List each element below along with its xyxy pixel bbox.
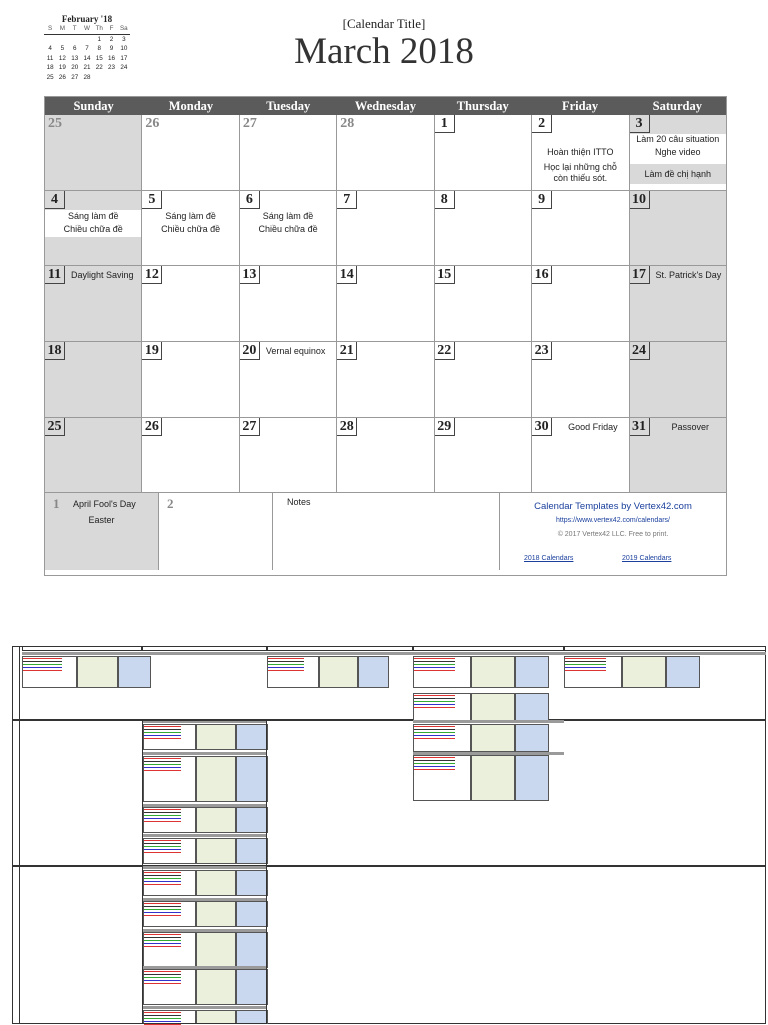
day-number: 10 [630, 191, 650, 209]
day-number: 25 [48, 116, 62, 131]
planner-text-line [414, 698, 455, 699]
day-cell[interactable] [531, 342, 628, 417]
day-number: 2 [532, 115, 552, 133]
day-number: 30 [532, 418, 552, 436]
planner-text-line [565, 661, 606, 662]
planner-box [319, 656, 358, 688]
day-cell[interactable] [629, 342, 726, 417]
planner-column-header [564, 646, 766, 651]
day-cell[interactable] [141, 115, 238, 190]
day-cell[interactable] [239, 191, 336, 266]
note-text: Sáng làm đề [67, 210, 119, 221]
day-cell[interactable] [141, 266, 238, 341]
weekday-wednesday: Wednesday [354, 99, 417, 113]
day-cell[interactable] [239, 342, 336, 417]
planner-text-line [268, 664, 304, 665]
event-label: April Fool's Day [73, 499, 136, 510]
planner-text-line [565, 667, 606, 668]
day-number: 28 [337, 418, 357, 436]
planner-text-line [414, 729, 455, 730]
day-number: 1 [435, 115, 455, 133]
planner-box [471, 724, 515, 752]
planner-text-line [414, 670, 455, 671]
planner-label-column [12, 646, 20, 1024]
planner-text-line [23, 658, 62, 659]
planner-box [471, 755, 515, 801]
event-label: Good Friday [568, 421, 618, 432]
week-row [45, 265, 726, 341]
note-text: Chiều chữa đề [63, 223, 123, 234]
mini-day[interactable]: 19 [58, 64, 66, 72]
week-row [45, 417, 726, 493]
day-cell[interactable] [45, 115, 141, 190]
weekday-tuesday: Tuesday [266, 99, 311, 113]
mini-day[interactable]: 14 [83, 54, 91, 62]
planner-text-line [23, 670, 62, 671]
planner-box [515, 724, 550, 752]
planner-section-middle [12, 720, 766, 866]
day-number: 14 [337, 266, 357, 284]
planner-box [471, 693, 515, 721]
planner-column-outline [142, 720, 267, 1024]
event-label: Passover [671, 421, 710, 432]
note-text: Nghe video [654, 147, 701, 157]
planner-subheader [142, 652, 267, 655]
day-number: 11 [45, 266, 65, 284]
day-number: 26 [145, 116, 160, 131]
day-cell[interactable] [629, 115, 726, 190]
day-number: 26 [142, 418, 162, 436]
mini-day[interactable]: 26 [58, 73, 66, 81]
planner-column-header [413, 646, 564, 651]
weekday-thursday: Thursday [456, 99, 509, 113]
day-cell[interactable] [336, 115, 433, 190]
planner-box [471, 656, 515, 688]
mini-day[interactable]: 16 [108, 54, 116, 62]
mini-day[interactable]: 8 [97, 45, 102, 53]
day-cell[interactable] [141, 191, 238, 266]
planner-box [515, 755, 550, 801]
day-cell[interactable] [531, 191, 628, 266]
mini-day[interactable]: 2 [109, 35, 114, 43]
planner-text-line [23, 667, 62, 668]
mini-day[interactable]: 3 [122, 35, 126, 43]
planner-text-line [414, 726, 455, 727]
day-cell[interactable] [239, 266, 336, 341]
day-cell[interactable] [45, 266, 141, 341]
event-label: Daylight Saving [71, 270, 134, 281]
planner-text-line [268, 661, 304, 662]
day-number: 2 [167, 496, 174, 512]
planner-box [622, 656, 666, 688]
day-cell[interactable] [434, 418, 531, 493]
day-cell[interactable] [531, 418, 628, 493]
notes-area[interactable] [272, 493, 499, 570]
planner-text-line [414, 766, 455, 767]
mini-day[interactable]: 15 [95, 54, 103, 62]
link-2018-calendars[interactable]: 2018 Calendars [524, 555, 574, 563]
day-cell[interactable] [336, 191, 433, 266]
weekday-sunday: Sunday [73, 99, 114, 113]
day-number: 18 [45, 342, 65, 360]
mini-day[interactable] [105, 73, 117, 83]
planner-text-line [268, 670, 304, 671]
weekday-saturday: Saturday [652, 99, 702, 113]
calendar-subtitle: [Calendar Title] [342, 16, 426, 31]
mini-weekday: T [69, 24, 81, 34]
planner-text-line [414, 763, 455, 764]
day-cell[interactable] [434, 342, 531, 417]
day-number: 21 [337, 342, 357, 360]
mini-day[interactable]: 25 [46, 73, 54, 81]
day-cell[interactable] [141, 418, 238, 493]
promo-title[interactable]: Calendar Templates by Vertex42.com [534, 501, 692, 513]
event-label: St. Patrick's Day [655, 270, 722, 281]
planner-box [77, 656, 118, 688]
mini-weekday: S [44, 24, 56, 34]
note-text: Làm 20 câu situation [636, 134, 720, 144]
weekday-header [45, 97, 726, 115]
week-row [45, 190, 726, 266]
day-number: 7 [337, 191, 357, 209]
day-cell[interactable] [239, 418, 336, 493]
event-label: Vernal equinox [265, 346, 326, 357]
mini-day[interactable]: 23 [108, 64, 116, 72]
mini-day[interactable]: 7 [85, 45, 89, 53]
study-planner-thumbnail [12, 646, 766, 1024]
notes-label: Notes [287, 497, 311, 508]
day-number: 25 [45, 418, 65, 436]
planner-box [515, 693, 550, 721]
planner-text-line [414, 757, 455, 758]
day-cell[interactable] [336, 342, 433, 417]
planner-box [118, 656, 151, 688]
planner-text-line [414, 732, 455, 733]
vertex42-promo [499, 493, 726, 570]
day-number: 6 [240, 191, 260, 209]
week-row [45, 115, 726, 190]
mini-weekday: F [105, 24, 117, 34]
promo-copyright: © 2017 Vertex42 LLC. Free to print. [557, 531, 669, 539]
planner-text-line [414, 661, 455, 662]
day-cell[interactable] [45, 191, 141, 266]
mini-weekday: W [81, 24, 93, 34]
day-cell[interactable] [434, 191, 531, 266]
planner-subheader [564, 652, 766, 655]
next-month-day-1 [45, 493, 158, 570]
planner-text-line [414, 658, 455, 659]
day-cell[interactable] [531, 115, 628, 190]
calendar-grid [45, 115, 726, 492]
day-cell[interactable] [531, 266, 628, 341]
note-text: Chiều chữa đề [258, 223, 318, 234]
planner-text-line [414, 701, 455, 702]
day-number: 16 [532, 266, 552, 284]
note-text: Chiều chữa đề [161, 223, 221, 234]
planner-text-line [414, 664, 455, 665]
mini-day[interactable]: 24 [120, 64, 128, 72]
planner-column-header [142, 646, 267, 651]
mini-weekday: Th [93, 24, 105, 34]
day-number: 15 [435, 266, 455, 284]
planner-box [515, 656, 550, 688]
day-cell[interactable] [434, 266, 531, 341]
day-number: 4 [45, 191, 65, 209]
mini-day[interactable]: 27 [71, 73, 79, 81]
day-number: 22 [435, 342, 455, 360]
day-number: 20 [240, 342, 260, 360]
planner-text-line [414, 695, 455, 696]
note-text: Sáng làm đề [262, 210, 314, 221]
mini-day[interactable]: 21 [83, 64, 91, 72]
planner-text-line [414, 667, 455, 668]
planner-box [358, 656, 389, 688]
mini-calendar-title: February '18 [61, 14, 113, 24]
day-number: 17 [630, 266, 650, 284]
day-number: 31 [630, 418, 650, 436]
day-number: 9 [532, 191, 552, 209]
month-calendar [44, 96, 727, 576]
note-text: Làm đề chị hạnh [630, 164, 726, 184]
promo-url[interactable]: https://www.vertex42.com/calendars/ [556, 517, 670, 525]
day-number: 27 [242, 116, 257, 131]
mini-day[interactable]: 18 [46, 64, 54, 72]
day-number: 12 [142, 266, 162, 284]
mini-day[interactable]: 9 [109, 45, 114, 53]
day-number: 28 [340, 116, 355, 131]
planner-box [413, 755, 471, 801]
day-cell[interactable] [336, 266, 433, 341]
day-number: 27 [240, 418, 260, 436]
day-number: 13 [240, 266, 260, 284]
day-number: 3 [630, 115, 650, 133]
planner-text-line [23, 661, 62, 662]
planner-column-header [22, 646, 142, 651]
mini-day[interactable]: 5 [60, 45, 65, 53]
planner-text-line [565, 664, 606, 665]
event-label: Easter [88, 515, 115, 526]
day-number: 23 [532, 342, 552, 360]
planner-text-line [414, 738, 455, 739]
mini-day[interactable]: 1 [97, 35, 102, 43]
planner-text-line [565, 658, 606, 659]
planner-text-line [23, 664, 62, 665]
mini-day[interactable]: 22 [95, 64, 103, 72]
day-number: 29 [435, 418, 455, 436]
day-number: 8 [435, 191, 455, 209]
mini-day[interactable] [93, 73, 105, 83]
planner-subheader [22, 652, 142, 655]
mini-day[interactable]: 28 [83, 73, 91, 81]
mini-day[interactable]: 17 [120, 54, 128, 62]
day-cell[interactable] [629, 191, 726, 266]
mini-day[interactable]: 12 [58, 54, 66, 62]
link-2019-calendars[interactable]: 2019 Calendars [622, 555, 672, 563]
mini-weekday: M [56, 24, 68, 34]
day-cell[interactable] [45, 342, 141, 417]
day-number: 1 [53, 496, 60, 512]
day-cell[interactable] [45, 418, 141, 493]
day-cell[interactable] [239, 115, 336, 190]
day-number: 19 [142, 342, 162, 360]
weekday-monday: Monday [168, 99, 214, 113]
calendar-title: March 2018 [294, 31, 474, 72]
planner-box [666, 656, 701, 688]
week-row [45, 341, 726, 417]
planner-text-line [414, 707, 455, 708]
note-text: Hoàn thiện ITTO [547, 147, 614, 157]
mini-day[interactable] [118, 73, 130, 83]
day-number: 24 [630, 342, 650, 360]
planner-subheader [413, 652, 564, 655]
planner-text-line [414, 760, 455, 761]
mini-day[interactable]: 13 [71, 54, 79, 62]
planner-text-line [268, 658, 304, 659]
day-cell[interactable] [141, 342, 238, 417]
day-cell[interactable] [629, 266, 726, 341]
planner-section-bottom [12, 866, 766, 1024]
mini-weekday: Sa [118, 24, 130, 34]
planner-column-header [267, 646, 413, 651]
weekday-friday: Friday [561, 99, 599, 113]
day-cell[interactable] [434, 115, 531, 190]
planner-text-line [268, 667, 304, 668]
day-number: 5 [142, 191, 162, 209]
mini-day[interactable]: 11 [46, 54, 54, 62]
day-cell[interactable] [336, 418, 433, 493]
planner-text-line [414, 769, 455, 770]
note-text: Sáng làm đề [165, 210, 216, 221]
planner-text-line [414, 735, 455, 736]
day-cell[interactable] [629, 418, 726, 493]
planner-subheader [267, 652, 413, 655]
calendar-footer-row [45, 492, 726, 570]
mini-day[interactable]: 6 [72, 45, 77, 53]
note-text: Học lại những chỗ còn thiếu sót. [543, 162, 617, 183]
next-month-day-2 [158, 493, 272, 570]
mini-day[interactable]: 20 [71, 64, 79, 72]
mini-day[interactable]: 10 [120, 45, 128, 53]
planner-subheader [413, 720, 564, 723]
planner-text-line [414, 704, 455, 705]
planner-text-line [565, 670, 606, 671]
mini-day[interactable]: 4 [48, 45, 52, 53]
